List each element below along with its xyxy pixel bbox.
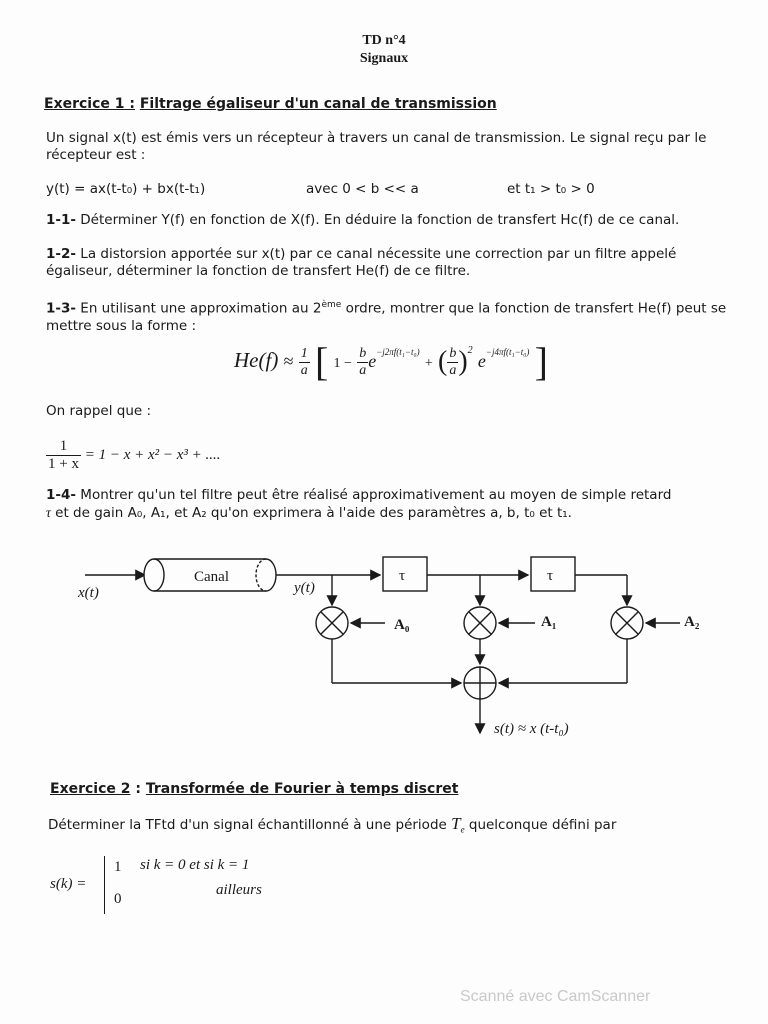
diagram-delay-2-label: τ: [547, 568, 554, 584]
multiplier-1: [464, 607, 496, 639]
diagram-input-label: x(t): [78, 585, 99, 601]
formula-paren-open: (: [438, 346, 448, 378]
exercise2-te-subscript: e: [460, 824, 465, 835]
formula-plus: +: [424, 356, 433, 371]
question-1-4: [46, 487, 746, 522]
formula-paren-close: ): [458, 346, 468, 378]
formula-frac-denominator: a: [300, 362, 308, 378]
formula-series-fraction: [46, 438, 81, 473]
formula-series-numerator: 1: [46, 438, 81, 456]
exercise2-colon: :: [130, 781, 146, 797]
formula-series: [46, 438, 221, 473]
diagram-gain-1-label: A₁: [541, 614, 557, 630]
equation-condition-2: et t₁ > t₀ > 0: [507, 181, 595, 197]
formula-he-frac-b-over-a: [357, 346, 368, 379]
question-1-1: [46, 212, 746, 229]
formula-frac-numerator: b: [359, 345, 367, 361]
question-1-3-text-a: En utilisant une approximation au 2: [76, 300, 322, 317]
formula-exp-1-base: e: [368, 351, 377, 371]
question-1-4-number: 1-4-: [46, 487, 76, 503]
page-subtitle: Signaux: [359, 51, 409, 66]
piecewise-case-1-value: 1: [114, 859, 122, 875]
formula-frac-numerator: 1: [300, 345, 308, 361]
exercise2-text-b: quelconque défini par: [464, 817, 617, 833]
exercise2-text-a: Déterminer la TFtd d'un signal échantillonné à une période: [48, 817, 452, 833]
exercise2-label: Exercice 2: [50, 781, 131, 797]
formula-series-rhs: = 1 − x + x² − x³ + ....: [84, 446, 221, 463]
question-1-3-superscript: ème: [321, 300, 342, 310]
exercise2-text: [48, 815, 748, 839]
formula-frac-denominator: a: [359, 362, 367, 378]
formula-he-lhs: He(f): [234, 348, 279, 372]
piecewise-case-2-value: 0: [114, 891, 122, 907]
adder: [464, 667, 496, 699]
multiplier-0: [316, 607, 348, 639]
question-1-3: [46, 297, 746, 335]
exercise1-heading: [44, 96, 497, 112]
multiplier-2: [611, 607, 643, 639]
piecewise-brace: [104, 856, 105, 914]
piecewise-case-1-condition: si k = 0 et si k = 1: [140, 857, 250, 873]
formula-right-bracket: ]: [534, 339, 548, 385]
question-1-2: [46, 246, 746, 280]
formula-frac-denominator: a: [449, 362, 457, 378]
exercise2-te: T: [451, 814, 461, 833]
piecewise-lhs: s(k) =: [50, 876, 87, 892]
question-1-1-number: 1-1-: [46, 212, 76, 228]
formula-he-approx: ≈: [283, 351, 294, 371]
question-1-4-text-b: et de gain A₀, A₁, et A₂ qu'on exprimera à l'aide des paramètres a, b, t₀ et t₁.: [50, 505, 572, 521]
diagram-canal-label: Canal: [194, 569, 229, 585]
question-1-4-tau: τ: [46, 505, 51, 520]
question-1-1-text: Déterminer Y(f) en fonction de X(f). En déduire la fonction de transfert Hc(f) de ce canal.: [76, 212, 680, 228]
question-1-2-number: 1-2-: [46, 246, 76, 262]
page-title: TD n°4: [362, 33, 406, 48]
equalizer-block-diagram: [0, 540, 768, 770]
exercise2-heading: [50, 781, 458, 797]
formula-one-minus: 1 −: [333, 356, 352, 371]
formula-frac-numerator: b: [449, 345, 457, 361]
diagram-gain-2-label: A₂: [684, 614, 700, 630]
formula-he-frac-1-over-a: [299, 346, 310, 379]
camscanner-watermark: Scanné avec CamScanner: [460, 988, 651, 1005]
question-1-2-text: La distorsion apportée sur x(t) par ce canal nécessite une correction par un filtre appelé égaliseur, déterminer la fonction de transfert He(f) de ce filtre.: [46, 246, 677, 279]
canal-cylinder-left: [144, 559, 164, 591]
rappel-text: On rappel que :: [46, 403, 152, 419]
formula-exp-1-power: −j2πf(t₁−t₀): [376, 347, 420, 357]
diagram-gain-0-label: A₀: [394, 617, 410, 633]
exercise1-label: Exercice 1 :: [44, 96, 135, 112]
diagram-y-label: y(t): [294, 580, 315, 596]
formula-exp-2-power: −j4πf(t₁−t₀): [485, 347, 530, 357]
equation-condition-1: avec 0 < b << a: [306, 181, 419, 197]
piecewise-case-2-condition: ailleurs: [216, 882, 262, 898]
formula-square: 2: [467, 345, 473, 356]
question-1-4-text-a: Montrer qu'un tel filtre peut être réalisé approximativement au moyen de simple retard: [76, 487, 672, 503]
formula-he-frac-b-over-a-squared: [447, 346, 458, 379]
question-1-3-number: 1-3-: [46, 300, 76, 317]
question-1-3-text-b: ordre, montrer que la fonction de transfert He(f) peut se mettre sous la forme :: [46, 300, 727, 334]
formula-left-bracket: [: [314, 339, 329, 385]
formula-exp-2-base: e: [477, 351, 486, 371]
formula-he: [234, 339, 548, 385]
exercise1-title: Filtrage égaliseur d'un canal de transmission: [139, 96, 497, 112]
equation-y: y(t) = ax(t-t₀) + bx(t-t₁): [46, 181, 206, 197]
exercise1-intro: Un signal x(t) est émis vers un récepteur à travers un canal de transmission. Le signal reçu par le récepteur est :: [46, 130, 707, 163]
exercise2-title: Transformée de Fourier à temps discret: [145, 781, 459, 797]
diagram-delay-1-label: τ: [399, 568, 406, 584]
formula-series-denominator: 1 + x: [48, 456, 79, 472]
diagram-output-label: s(t) ≈ x (t-t₀): [494, 721, 569, 737]
